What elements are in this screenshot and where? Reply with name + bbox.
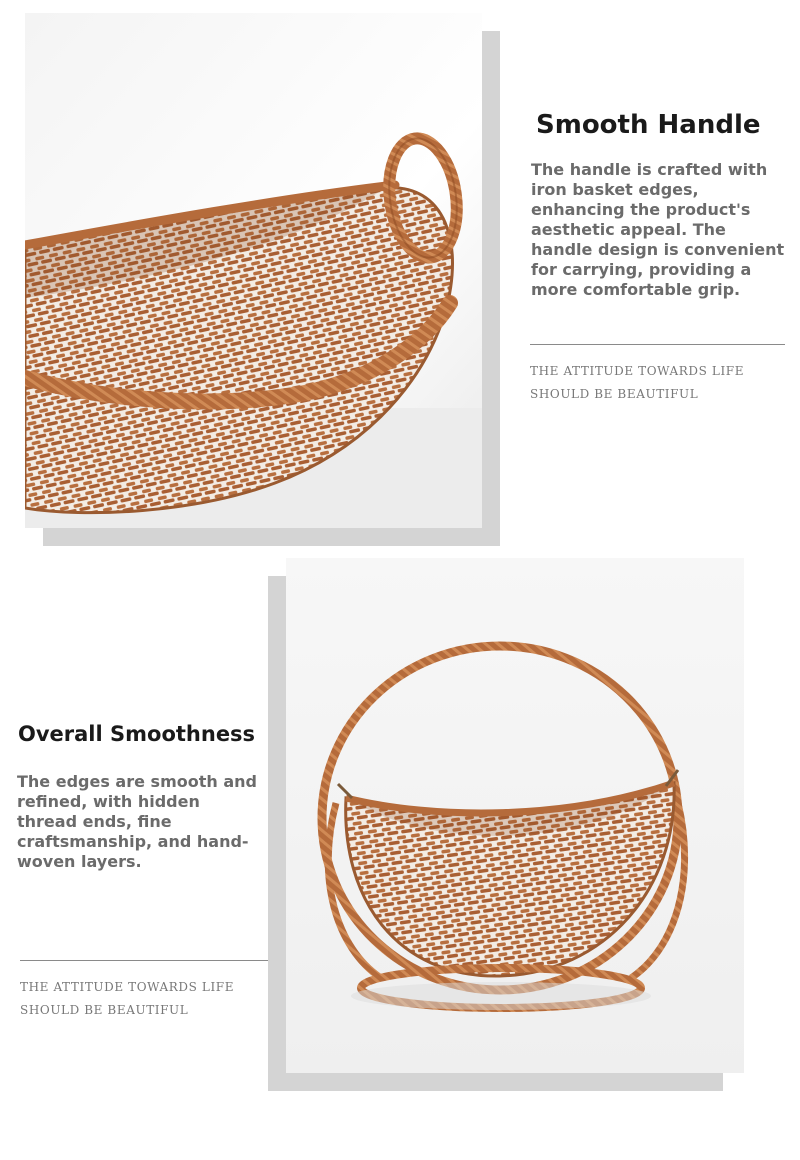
tagline-1-line-1: THE ATTITUDE TOWARDS LIFE: [530, 364, 745, 378]
tagline-2: [20, 976, 234, 1022]
section-description-smooth-handle: The handle is crafted with iron basket edges, enhancing the product's aesthetic appeal. The handle design is convenient for carrying, providing a more comfortable grip.: [531, 160, 785, 299]
section-title-overall-smoothness: Overall Smoothness: [18, 722, 256, 746]
tagline-1: [530, 360, 744, 406]
basket-handle-photo: [25, 13, 482, 528]
tagline-1-line-2: SHOULD BE BEAUTIFUL: [530, 387, 699, 401]
tagline-2-line-1: THE ATTITUDE TOWARDS LIFE: [20, 980, 235, 994]
divider-line-2: [20, 960, 268, 961]
divider-line-1: [530, 344, 785, 345]
section-description-overall-smoothness: The edges are smooth and refined, with hidden thread ends, fine craftsmanship, and hand-woven layers.: [17, 772, 257, 871]
section-title-smooth-handle: Smooth Handle: [536, 110, 761, 140]
tagline-2-line-2: SHOULD BE BEAUTIFUL: [20, 1003, 189, 1017]
basket-stand-photo: [286, 558, 744, 1073]
